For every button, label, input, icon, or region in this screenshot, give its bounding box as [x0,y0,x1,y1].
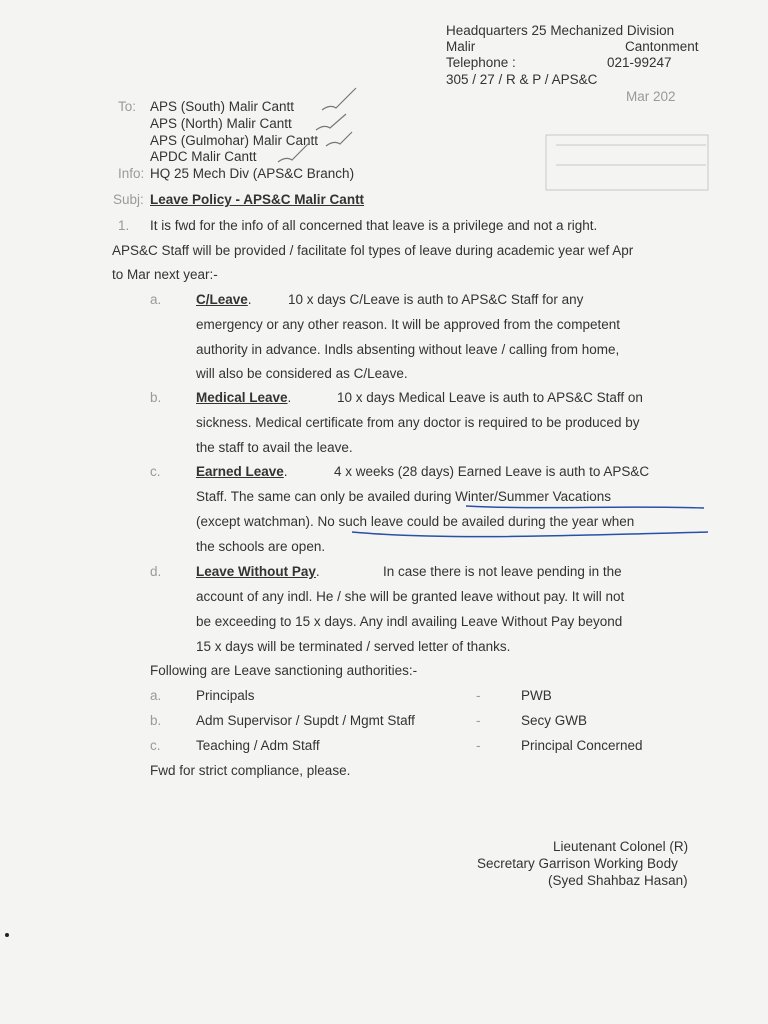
item-line: Staff. The same can only be availed during Winter/Summer Vacations [196,489,611,504]
item-title-dot: . [287,390,292,405]
item-letter: a. [150,292,162,307]
letter-date: Mar 202 [626,89,676,104]
row-authority: Principal Concerned [521,738,643,753]
tick-mark [322,88,356,110]
hq-title: Headquarters 25 Mechanized Division [446,23,675,38]
row-authority: PWB [521,688,552,703]
item-title: Earned Leave [196,464,284,479]
addressee: APS (Gulmohar) Malir Cantt [150,133,319,148]
info-prefix: Info: [118,166,145,181]
tick-mark [326,132,352,146]
stamp-residue [546,135,708,190]
tick-marks [278,88,356,162]
item-line: will also be considered as C/Leave. [196,366,408,381]
row-role: Teaching / Adm Staff [196,738,320,753]
item-title: Leave Without Pay [196,564,316,579]
item-line: the staff to avail the leave. [196,440,353,455]
subject-prefix: Subj: [113,192,144,207]
info-addressee: HQ 25 Mech Div (APS&C Branch) [150,166,355,181]
row-role: Adm Supervisor / Supdt / Mgmt Staff [196,713,415,728]
item-line: sickness. Medical certificate from any doctor is required to be produced by [196,415,640,430]
authorities-intro: Following are Leave sanctioning authorities:- [150,663,418,678]
item-line: 10 x days C/Leave is auth to APS&C Staff for any [288,292,584,307]
row-dash: - [476,713,481,728]
item-line: the schools are open. [196,539,326,554]
row-letter: c. [150,738,161,753]
item-line: 10 x days Medical Leave is auth to APS&C Staff on [337,390,643,405]
pen-underline [466,506,704,508]
underline-annotations [352,506,708,537]
row-authority: Secy GWB [521,713,588,728]
item-line: 15 x days will be terminated / served letter of thanks. [196,639,511,654]
telephone-number: 021-99247 [607,55,672,70]
addressee: APDC Malir Cantt [150,149,257,164]
para-line: to Mar next year:- [112,267,218,282]
signatory-appointment: Secretary Garrison Working Body [477,856,678,871]
signatory-name: (Syed Shahbaz Hasan) [548,873,688,888]
para-line: It is fwd for the info of all concerned that leave is a privilege and not a right. [150,218,598,233]
faded-stamp [546,135,708,190]
item-title-dot: . [283,464,288,479]
item-letter: d. [150,564,162,579]
para-line: APS&C Staff will be provided / facilitate fol types of leave during academic year wef Apr [112,243,634,258]
para-number: 1. [118,218,130,233]
row-role: Principals [196,688,255,703]
row-letter: b. [150,713,162,728]
to-prefix: To: [118,99,137,114]
item-title-dot: . [315,564,320,579]
subject-line: Leave Policy - APS&C Malir Cantt [150,192,365,207]
hq-location: Malir [446,39,476,54]
tick-mark [278,142,310,162]
closing-line: Fwd for strict compliance, please. [150,763,351,778]
faded-stamp-lines [556,145,706,165]
item-line: 4 x weeks (28 days) Earned Leave is auth to APS&C [334,464,650,479]
item-line: authority in advance. Indls absenting without leave / calling from home, [196,342,620,357]
item-line: In case there is not leave pending in the [383,564,622,579]
item-line: account of any indl. He / she will be granted leave without pay. It will not [196,589,625,604]
speck [5,933,9,937]
item-line: be exceeding to 15 x days. Any indl availing Leave Without Pay beyond [196,614,623,629]
row-dash: - [476,738,481,753]
row-dash: - [476,688,481,703]
item-title-dot: . [247,292,252,307]
item-letter: b. [150,390,162,405]
telephone-label: Telephone : [446,55,516,70]
reference-number: 305 / 27 / R & P / APS&C [446,72,598,87]
hq-cantonment: Cantonment [625,39,699,54]
item-line: (except watchman). No such leave could be availed during the year when [196,514,635,529]
item-letter: c. [150,464,161,479]
addressee: APS (South) Malir Cantt [150,99,295,114]
pen-underline [352,532,708,537]
item-title: C/Leave [196,292,248,307]
addressee: APS (North) Malir Cantt [150,116,292,131]
tick-mark [316,114,346,130]
item-line: emergency or any other reason. It will be approved from the competent [196,317,620,332]
row-letter: a. [150,688,162,703]
signatory-rank: Lieutenant Colonel (R) [553,839,689,854]
item-title: Medical Leave [196,390,288,405]
